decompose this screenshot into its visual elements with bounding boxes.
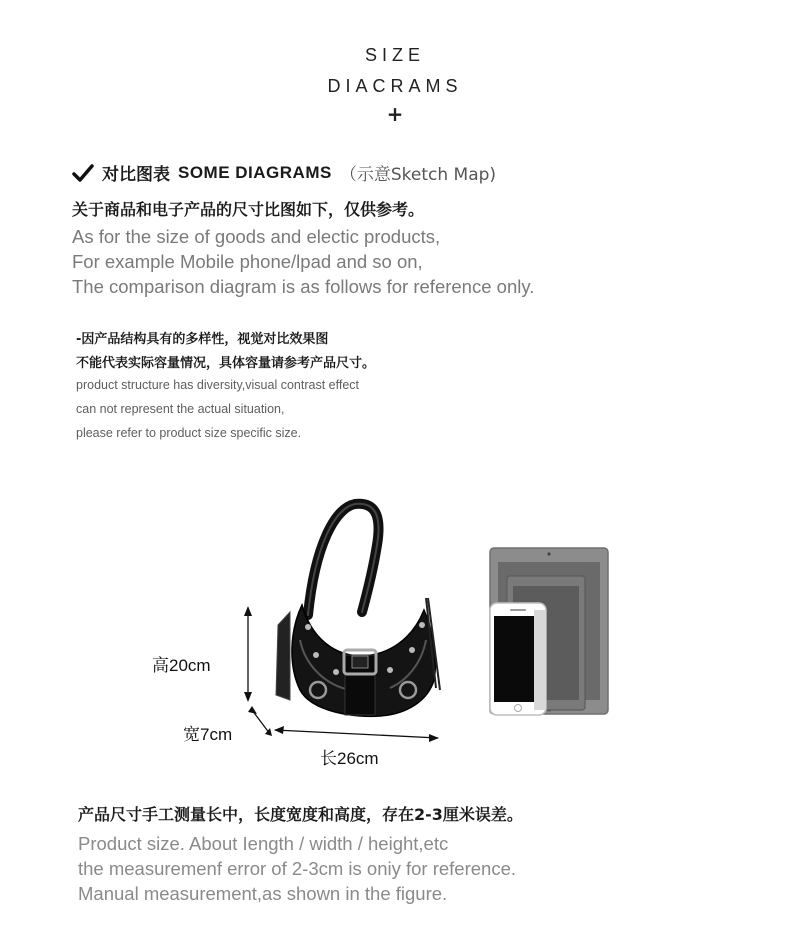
phone-back-image [534,610,546,710]
desc-line: As for the size of goods and electic products, [72,226,441,247]
heading-en: SOME DIAGRAMS [178,162,332,182]
diagrams-title: DIACRAMS [327,76,463,96]
footer-en-line: Product size. About Iength / width / height,etc [78,833,449,854]
height-label: 高20cm [152,656,211,675]
height-arrow [244,606,252,702]
desc-line: The comparison diagram is as follows for reference only. [72,276,535,297]
notice-en-line: please refer to product size specific size. [76,426,302,440]
heading-cn: 对比图表 [102,165,170,185]
footer-en-line: Manual measurement,as shown in the figure. [78,883,448,904]
length-arrow [274,726,439,742]
heading-note: （示意Sketch Map) [339,165,497,185]
notice-cn-line: 不能代表实际容量情况，具体容量请参考产品尺寸。 [76,356,376,371]
notice-cn-line: -因产品结构具有的多样性，视觉对比效果图 [76,332,329,347]
handbag-image [276,504,440,717]
footer-cn: 产品尺寸手工测量长中，长度宽度和高度，存在2-3厘米误差。 [78,805,523,824]
width-label: 宽7cm [183,725,233,744]
footer-en-line: the measuremenf error of 2-3cm is oniy for reference. [78,858,517,879]
check-icon [72,163,94,183]
width-arrow [248,706,272,736]
plus-icon: + [386,102,404,126]
section-heading [72,160,496,185]
subheading-cn: 关于商品和电子产品的尺寸比图如下，仅供参考。 [72,200,425,219]
notice-en-line: can not represent the actual situation, [76,402,285,416]
desc-line: For example Mobile phone/lpad and so on, [72,251,423,272]
size-title: SIZE [364,45,425,65]
notice-en-line: product structure has diversity,visual contrast effect [76,378,359,392]
length-label: 长26cm [320,749,379,768]
